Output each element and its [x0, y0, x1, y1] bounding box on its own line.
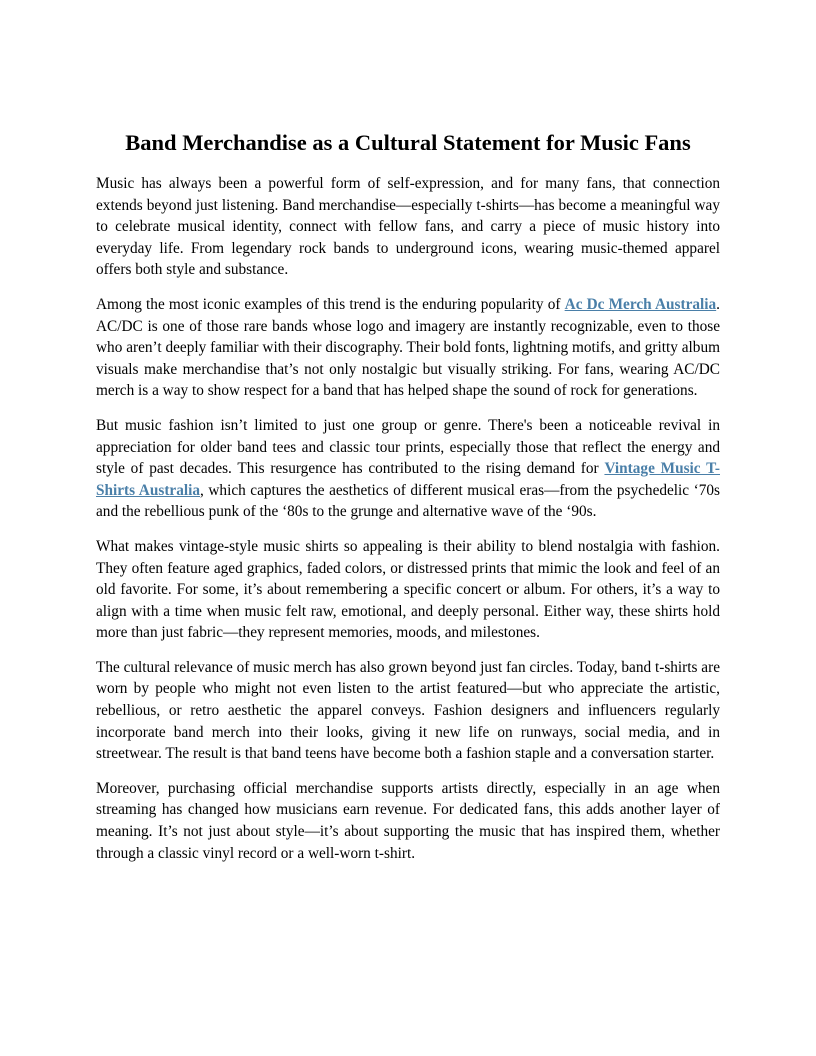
paragraph-support-artists: Moreover, purchasing official merchandise supports artists directly, especially in an age when streaming has changed how musicians earn revenue. For dedicated fans, this adds another layer of meaning. It’s not just about style—it’s about supporting the music that has inspired them, whether through a classic vinyl record or a well-worn t-shirt. — [96, 779, 720, 862]
paragraph-acdc — [96, 294, 720, 402]
page-title: Band Merchandise as a Cultural Statement for Music Fans — [125, 130, 691, 155]
paragraph-intro: Music has always been a powerful form of self-expression, and for many fans, that connection extends beyond just listening. Band merchandise—especially t-shirts—has become a meaningful way to celebrate musical identity, connect with fellow fans, and carry a piece of music history into everyday life. From legendary rock bands to underground icons, wearing music-themed apparel offers both style and substance. — [96, 175, 720, 279]
paragraph-appeal: What makes vintage-style music shirts so appealing is their ability to blend nostalgia with fashion. They often feature aged graphics, faded colors, or distressed prints that mimic the look and feel of an old favorite. For some, it’s about remembering a specific concert or album. For others, it’s a way to align with a time when music felt raw, emotional, and deeply personal. Either way, these shirts hold more than just fabric—they represent memories, moods, and milestones. — [96, 537, 720, 642]
paragraph-vintage — [96, 415, 720, 523]
vintage-tshirts-link[interactable]: Vintage Music T-Shirts Australia — [96, 460, 720, 499]
acdc-merch-link[interactable]: Ac Dc Merch Australia — [564, 295, 717, 313]
paragraph-cultural-relevance: The cultural relevance of music merch has also grown beyond just fan circles. Today, band t-shirts are worn by people who might not even listen to the artist featured—but who appreciate the artistic, rebellious, or retro aesthetic the apparel conveys. Fashion designers and influencers regularly incorporate band merch into their looks, giving it new life on runways, social media, and in streetwear. The result is that band teens have become both a fashion staple and a conversation starter. — [96, 658, 720, 763]
document-page — [96, 127, 720, 877]
paragraph-vintage-text-after: , which captures the aesthetics of different musical eras—from the psychedelic ‘70s and the rebellious punk of the ‘80s to the grunge and alternative wave of the ‘90s. — [96, 481, 720, 521]
paragraph-vintage-text-before: But music fashion isn’t limited to just one group or genre. There's been a noticeable revival in appreciation for older band tees and classic tour prints, especially those that reflect the energy and style of past decades. This resurgence has contributed to the rising demand for — [96, 416, 720, 478]
paragraph-acdc-text-before: Among the most iconic examples of this trend is the enduring popularity of — [96, 295, 565, 313]
paragraph-acdc-text-after: . AC/DC is one of those rare bands whose logo and imagery are instantly recognizable, even to those who aren’t deeply familiar with their discography. Their bold fonts, lightning motifs, and gritty album visuals make merchandise that’s not only nostalgic but visually striking. For fans, wearing AC/DC merch is a way to show respect for a band that has helped shape the sound of rock for generations. — [96, 295, 720, 400]
